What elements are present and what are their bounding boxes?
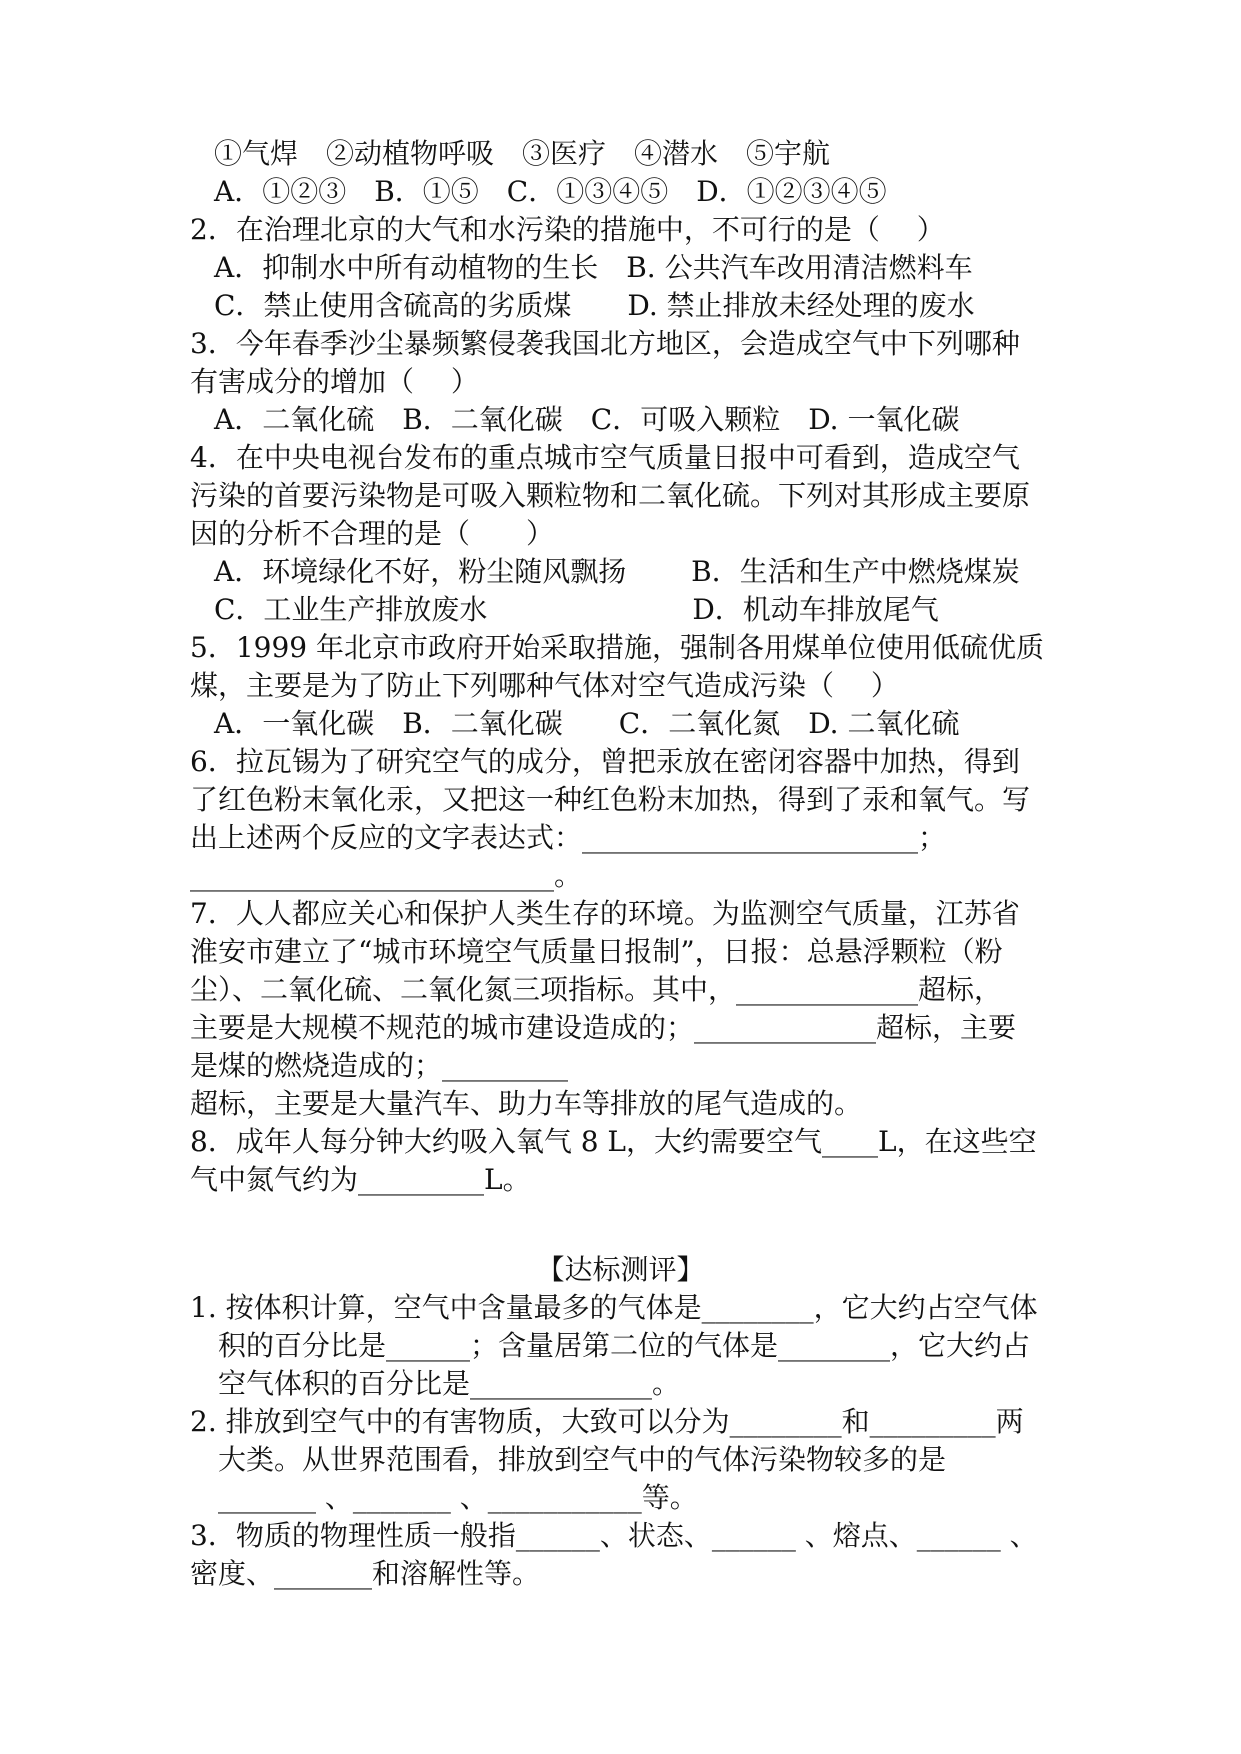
t2-line3: _______ 、_______ 、___________等。 <box>218 1481 698 1514</box>
q4-options-ab: A．环境绿化不好，粉尘随风飘扬 B．生活和生产中燃烧煤炭 <box>214 555 1020 588</box>
t1-line2: 积的百分比是______；含量居第二位的气体是________，它大约占 <box>218 1329 1031 1362</box>
q5-stem-line2: 煤，主要是为了防止下列哪种气体对空气造成污染（ ） <box>190 669 899 702</box>
q7-line4: 主要是大规模不规范的城市建设造成的；_____________超标，主要 <box>190 1011 1017 1044</box>
q1-choices: A．①②③ B．①⑤ C．①③④⑤ D．①②③④⑤ <box>214 175 887 208</box>
q6-line3: 出上述两个反应的文字表达式：________________________； <box>190 821 947 854</box>
t3-line1: 3．物质的物理性质一般指______、状态、______ 、熔点、______ 、 <box>190 1519 1038 1552</box>
q3-stem-line1: 3．今年春季沙尘暴频繁侵袭我国北方地区，会造成空气中下列哪种 <box>190 327 1020 360</box>
q2-stem: 2．在治理北京的大气和水污染的措施中，不可行的是（ ） <box>190 213 945 246</box>
q8-line2: 气中氮气约为_________L。 <box>190 1163 531 1196</box>
q5-options: A．一氧化碳 B．二氧化碳 C．二氧化氮 D. 二氧化硫 <box>214 707 960 740</box>
t1-line3: 空气体积的百分比是_____________。 <box>218 1367 681 1400</box>
t3-line2: 密度、_______和溶解性等。 <box>190 1557 541 1590</box>
q3-options: A．二氧化硫 B．二氧化碳 C．可吸入颗粒 D. 一氧化碳 <box>214 403 960 436</box>
q3-stem-line2: 有害成分的增加（ ） <box>190 365 479 398</box>
q4-stem-line2: 污染的首要污染物是可吸入颗粒物和二氧化硫。下列对其形成主要原 <box>190 479 1031 512</box>
q6-line1: 6．拉瓦锡为了研究空气的成分，曾把汞放在密闭容器中加热，得到 <box>190 745 1020 778</box>
q4-stem-line3: 因的分析不合理的是（ ） <box>190 517 555 550</box>
q5-stem-line1: 5．1999 年北京市政府开始采取措施，强制各用煤单位使用低硫优质 <box>190 631 1044 664</box>
q2-options-ab: A．抑制水中所有动植物的生长 B. 公共汽车改用清洁燃料车 <box>214 251 973 284</box>
q4-stem-line1: 4．在中央电视台发布的重点城市空气质量日报中可看到，造成空气 <box>190 441 1020 474</box>
t2-line1: 2. 排放到空气中的有害物质，大致可以分为________和_________两 <box>190 1405 1024 1438</box>
q6-line2: 了红色粉末氧化汞，又把这一种红色粉末加热，得到了汞和氧气。写 <box>190 783 1031 816</box>
section-title: 【达标测评】 <box>536 1253 705 1286</box>
q7-line2: 淮安市建立了“城市环境空气质量日报制”，日报：总悬浮颗粒（粉 <box>190 935 1003 968</box>
q8-line1: 8．成年人每分钟大约吸入氧气 8 L，大约需要空气____L，在这些空 <box>190 1125 1037 1158</box>
t2-line2: 大类。从世界范围看，排放到空气中的气体污染物较多的是 <box>218 1443 947 1476</box>
t1-line1: 1. 按体积计算，空气中含量最多的气体是________，它大约占空气体 <box>190 1291 1038 1324</box>
q2-options-cd: C．禁止使用含硫高的劣质煤 D. 禁止排放未经处理的废水 <box>214 289 975 322</box>
q6-line4: __________________________。 <box>190 859 583 892</box>
q7-line3: 尘）、二氧化硫、二氧化氮三项指标。其中，_____________超标， <box>190 973 1003 1006</box>
q7-line1: 7．人人都应关心和保护人类生存的环境。为监测空气质量，江苏省 <box>190 897 1020 930</box>
q4-options-cd: C．工业生产排放废水 D．机动车排放尾气 <box>214 593 939 626</box>
q7-line5: 是煤的燃烧造成的；_________ <box>190 1049 569 1082</box>
q1-items: ①气焊 ②动植物呼吸 ③医疗 ④潜水 ⑤宇航 <box>214 137 831 170</box>
q7-line6: 超标，主要是大量汽车、助力车等排放的尾气造成的。 <box>190 1087 863 1120</box>
